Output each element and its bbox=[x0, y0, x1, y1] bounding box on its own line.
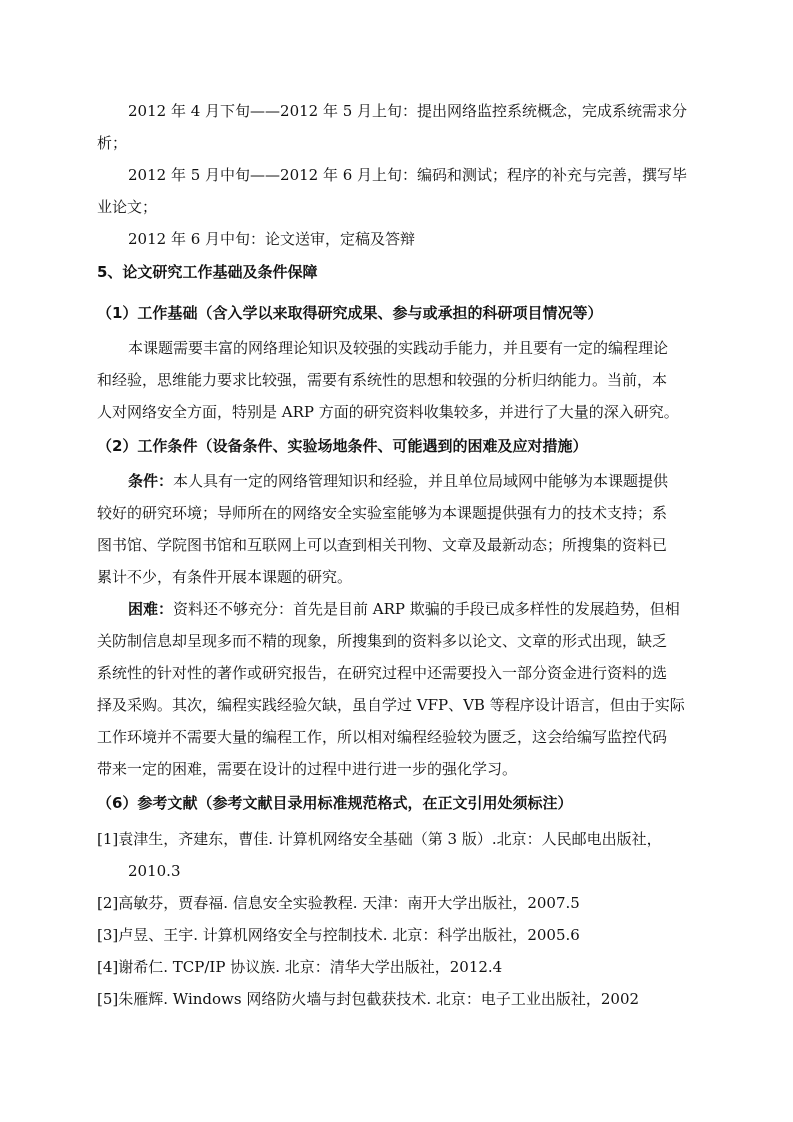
section-5-heading: 5、论文研究工作基础及条件保障 bbox=[97, 263, 318, 281]
schedule-item-3: 2012 年 6 月中旬：论文送审，定稿及答辩 bbox=[128, 230, 416, 248]
paragraph-line: 和经验，思维能力要求比较强，需要有系统性的思想和较强的分析归纳能力。当前，本 bbox=[97, 371, 668, 389]
schedule-item-2-cont: 业论文； bbox=[97, 198, 158, 216]
paragraph-line: 本课题需要丰富的网络理论知识及较强的实践动手能力，并且要有一定的编程理论 bbox=[128, 339, 669, 357]
paragraph-line: 择及采购。其次，编程实践经验欠缺，虽自学过 VFP、VB 等程序设计语言，但由于实际 bbox=[97, 696, 685, 714]
subsection-2-heading: （2）工作条件（设备条件、实验场地条件、可能遇到的困难及应对措施） bbox=[97, 437, 588, 455]
paragraph-line: 图书馆、学院图书馆和互联网上可以查到相关刊物、文章及最新动态；所搜集的资料已 bbox=[97, 536, 668, 554]
subsection-1-heading: （1）工作基础（含入学以来取得研究成果、参与或承担的科研项目情况等） bbox=[97, 304, 603, 322]
reference-item: [5]朱雁辉. Windows 网络防火墙与封包截获技术. 北京：电子工业出版社，2002 bbox=[97, 990, 640, 1008]
reference-item: [1]袁津生，齐建东，曹佳. 计算机网络安全基础（第 3 版）.北京：人民邮电出版社， bbox=[97, 830, 662, 848]
paragraph-line: 较好的研究环境；导师所在的网络安全实验室能够为本课题提供强有力的技术支持；系 bbox=[97, 504, 668, 522]
conditions-paragraph-first-line bbox=[128, 471, 693, 491]
paragraph-line: 人对网络安全方面，特别是 ARP 方面的研究资料收集较多，并进行了大量的深入研究。 bbox=[97, 403, 679, 421]
reference-item: [3]卢昱、王宇. 计算机网络安全与控制技术. 北京：科学出版社，2005.6 bbox=[97, 926, 580, 944]
reference-item: [4]谢希仁. TCP/IP 协议族. 北京：清华大学出版社，2012.4 bbox=[97, 958, 503, 976]
paragraph-line: 工作环境并不需要大量的编程工作，所以相对编程经验较为匮乏，这会给编写监控代码 bbox=[97, 728, 668, 746]
conditions-label: 条件： bbox=[128, 472, 174, 490]
references-heading: （6）参考文献（参考文献目录用标准规范格式，在正文引用处须标注） bbox=[97, 794, 573, 812]
paragraph-line: 关防制信息却呈现多而不精的现象，所搜集到的资料多以论文、文章的形式出现，缺乏 bbox=[97, 632, 668, 650]
conditions-text: 本人具有一定的网络管理知识和经验，并且单位局域网中能够为本课题提供 bbox=[173, 472, 669, 490]
schedule-item-2: 2012 年 5 月中旬——2012 年 6 月上旬：编码和测试；程序的补充与完善，撰写毕 bbox=[128, 166, 688, 184]
difficulty-label: 困难： bbox=[128, 600, 174, 618]
paragraph-line: 累计不少，有条件开展本课题的研究。 bbox=[97, 568, 353, 586]
reference-item: [2]高敏芬，贾春福. 信息安全实验教程. 天津：南开大学出版社，2007.5 bbox=[97, 894, 580, 912]
schedule-item-1-cont: 析； bbox=[97, 134, 128, 152]
paragraph-line: 系统性的针对性的著作或研究报告，在研究过程中还需要投入一部分资金进行资料的选 bbox=[97, 664, 668, 682]
schedule-item-1: 2012 年 4 月下旬——2012 年 5 月上旬：提出网络监控系统概念，完成系统需求分 bbox=[128, 102, 688, 120]
difficulty-paragraph-first-line bbox=[128, 599, 693, 619]
reference-item-cont: 2010.3 bbox=[128, 862, 181, 880]
difficulty-text: 资料还不够充分：首先是目前 ARP 欺骗的手段已成多样性的发展趋势，但相 bbox=[173, 600, 680, 618]
paragraph-line: 带来一定的困难，需要在设计的过程中进行进一步的强化学习。 bbox=[97, 760, 518, 778]
